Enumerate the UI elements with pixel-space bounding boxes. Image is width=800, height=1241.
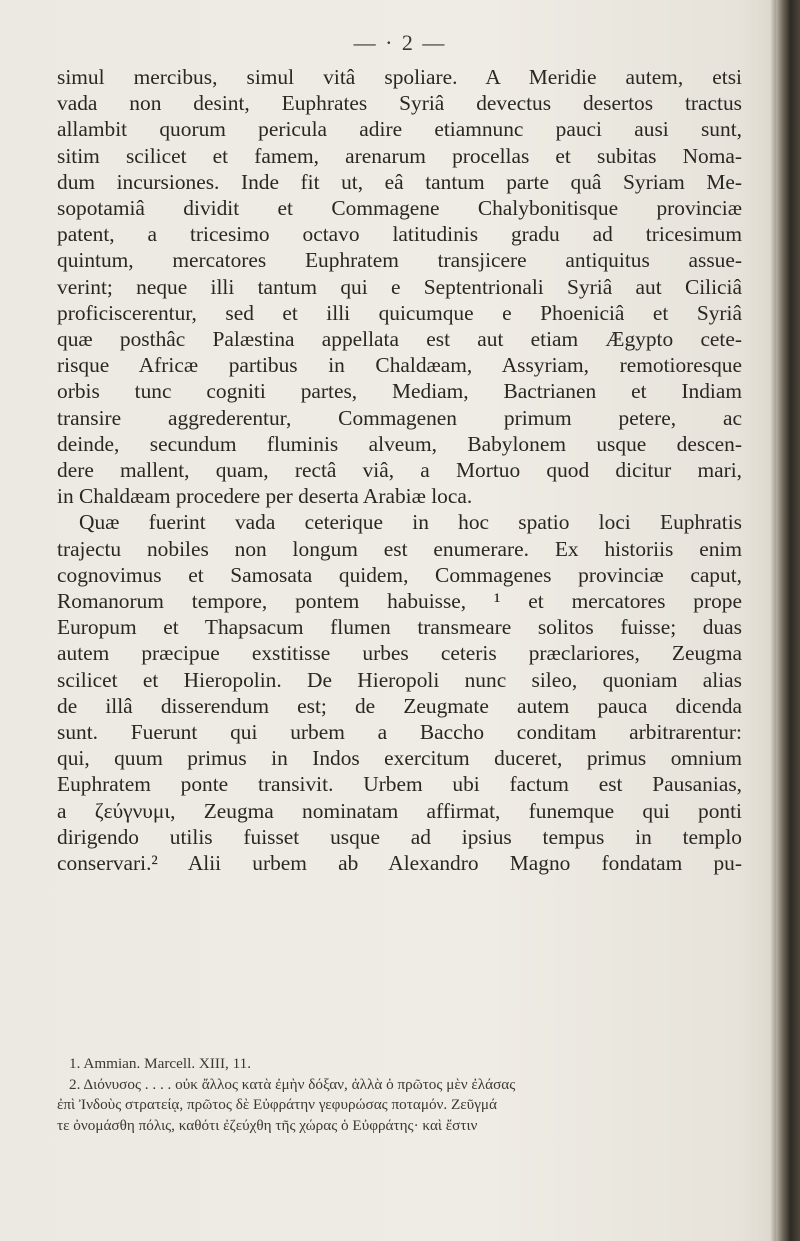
footnote-2-continued: τε ὀνομάσθη πόλις, καθότι ἐζεύχθη τῆς χώρας ὁ Εὐφράτης· καὶ ἔστιν [57,1116,478,1134]
text-line: risque Africæ partibus in Chaldæam, Assyriam, remotioresque [57,353,742,378]
text-line: scilicet et Hieropolin. De Hieropoli nunc sileo, quoniam alias [57,667,742,692]
text-line: quæ posthâc Palæstina appellata est aut etiam Ægypto cete- [57,327,742,352]
text-line: proficiscerentur, sed et illi quicumque e Phoeniciâ et Syriâ [57,300,742,325]
text-line: Euphratem ponte transivit. Urbem ubi factum est Pausanias, [57,772,742,797]
text-line: trajectu nobiles non longum est enumerare. Ex historiis enim [57,536,742,561]
text-line: dum incursiones. Inde fit ut, eâ tantum parte quâ Syriam Me- [57,169,742,194]
text-line-paragraph-start: Quæ fuerint vada ceterique in hoc spatio loci Euphratis [79,510,742,535]
text-line: Europum et Thapsacum flumen transmeare solitos fuisse; duas [57,615,742,640]
text-line: allambit quorum pericula adire etiamnunc pauci ausi sunt, [57,117,742,142]
footnote-1: 1. Ammian. Marcell. XIII, 11. [69,1055,252,1072]
text-line: cognovimus et Samosata quidem, Commagenes provinciæ caput, [57,562,742,587]
text-line: conservari.² Alii urbem ab Alexandro Magno fondatam pu- [57,851,742,876]
text-line: quintum, mercatores Euphratem transjicere antiquitus assue- [57,248,742,273]
text-line: de illâ disserendum est; de Zeugmate autem pauca dicenda [57,693,742,718]
main-text [57,64,742,876]
text-line: dere mallent, quam, rectâ viâ, a Mortuo quod dicitur mari, [57,458,742,483]
text-line: patent, a tricesimo octavo latitudinis gradu ad tricesimum [57,222,742,247]
text-line: autem præcipue exstitisse urbes ceteris præclariores, Zeugma [57,641,742,666]
text-line: transire aggrederentur, Commagenen primum petere, ac [57,405,742,430]
footnote-2-continued: ἐπὶ Ἰνδοὺς στρατείᾳ, πρῶτος δὲ Εὐφράτην γεφυρώσας ποταμόν. Ζεῦγμά [57,1096,497,1113]
book-spine [776,0,800,1241]
text-line-paragraph-end: in Chaldæam procedere per deserta Arabiæ loca. [57,484,473,509]
text-line: qui, quum primus in Indos exercitum duceret, primus omnium [57,746,742,771]
text-line: deinde, secundum fluminis alveum, Babylonem usque descen- [57,431,742,456]
text-line: dirigendo utilis fuisset usque ad ipsius tempus in templo [57,824,742,849]
text-line: Romanorum tempore, pontem habuisse, ¹ et mercatores prope [57,589,742,614]
text-line: sopotamiâ dividit et Commagene Chalybonitisque provinciæ [57,196,742,221]
text-line: a ζεύγνυμι, Zeugma nominatam affirmat, funemque qui ponti [57,798,742,823]
footnotes [57,1054,742,1136]
footnote-2: 2. Διόνυσος . . . . οὐκ ἄλλος κατὰ ἐμὴν δόξαν, ἀλλὰ ὁ πρῶτος μὲν ἐλάσας [69,1075,516,1093]
text-line: simul mercibus, simul vitâ spoliare. A Meridie autem, etsi [57,65,742,89]
text-line: verint; neque illi tantum qui e Septentrionali Syriâ aut Ciliciâ [57,274,742,299]
text-line: vada non desint, Euphrates Syriâ devectus desertos tractus [57,91,742,116]
text-line: orbis tunc cogniti partes, Mediam, Bactrianen et Indiam [57,379,742,404]
text-line: sunt. Fuerunt qui urbem a Baccho conditam arbitrarentur: [57,720,742,745]
text-line: sitim scilicet et famem, arenarum procellas et subitas Noma- [57,143,742,168]
page-number: — · 2 — [353,30,447,55]
